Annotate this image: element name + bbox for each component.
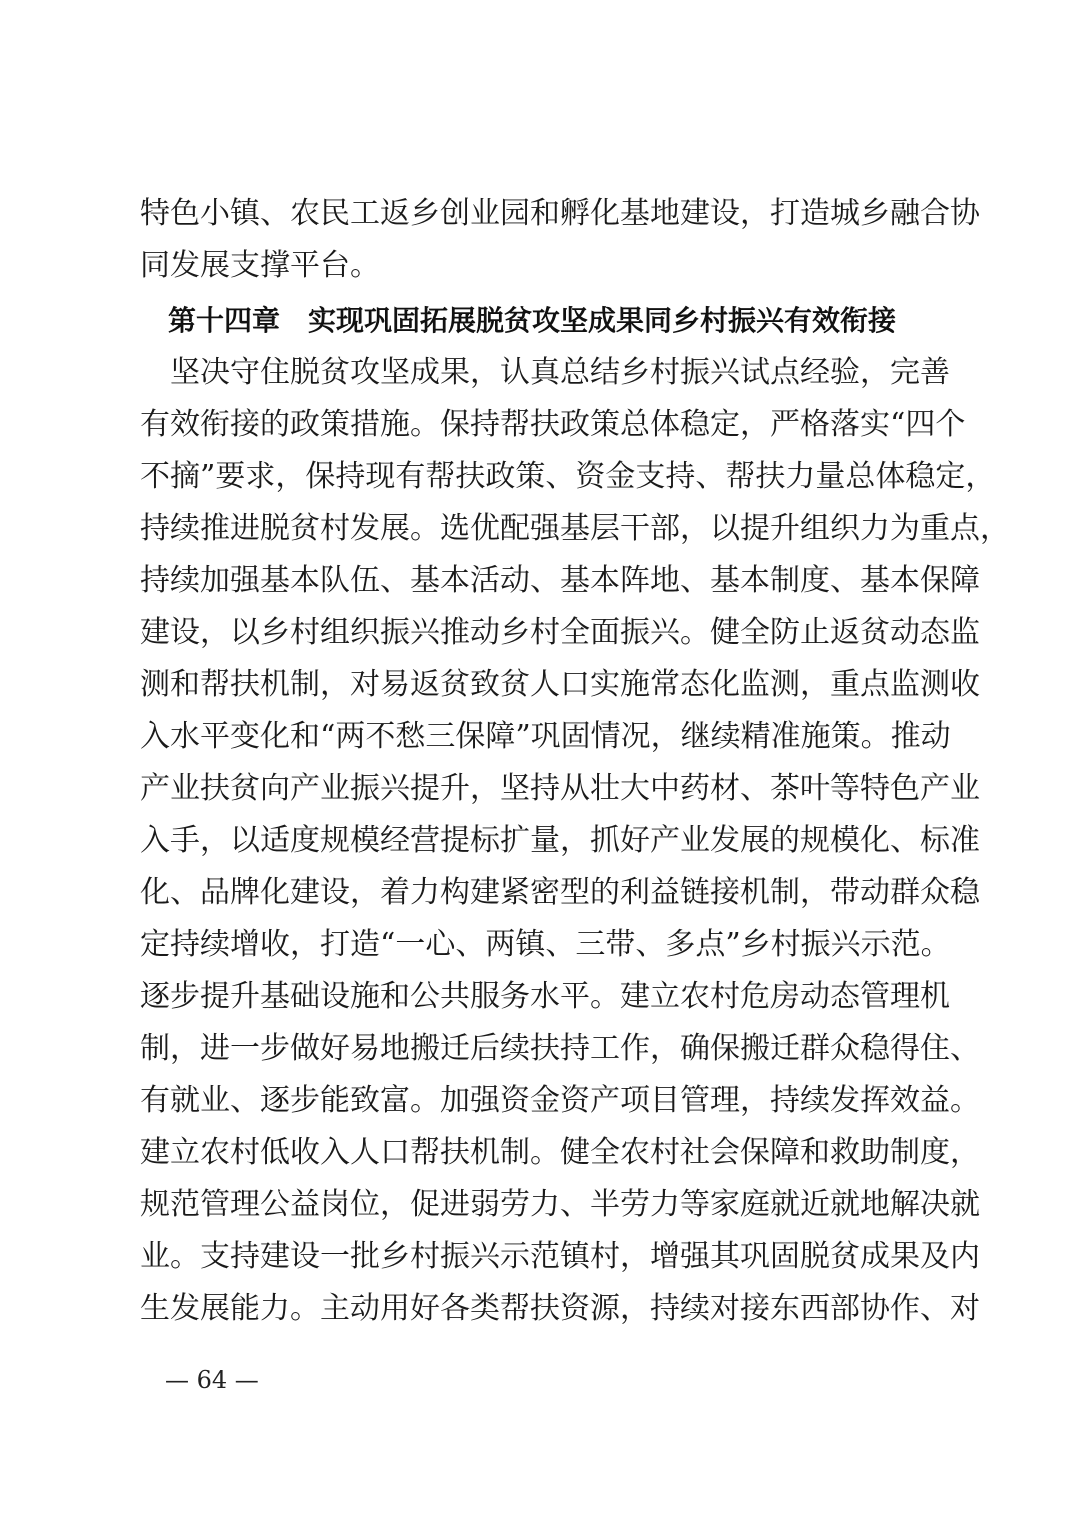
paragraph-line: 建立农村低收入人口帮扶机制。健全农村社会保障和救助制度， — [140, 1135, 980, 1170]
chapter-title: 实现巩固拓展脱贫攻坚成果同乡村振兴有效衔接 — [308, 304, 897, 337]
paragraph-line: 产业扶贫向产业振兴提升，坚持从壮大中药材、茶叶等特色产业 — [140, 771, 980, 806]
page-number: — 64 — — [165, 1366, 259, 1394]
paragraph-line: 规范管理公益岗位，促进弱劳力、半劳力等家庭就近就地解决就 — [140, 1187, 980, 1222]
chapter-number: 第十四章 — [168, 304, 281, 337]
paragraph-line: 坚决守住脱贫攻坚成果，认真总结乡村振兴试点经验，完善 — [140, 355, 950, 390]
paragraph-line: 化、品牌化建设，着力构建紧密型的利益链接机制，带动群众稳 — [140, 875, 980, 910]
paragraph-line: 不摘”要求，保持现有帮扶政策、资金支持、帮扶力量总体稳定， — [140, 459, 996, 494]
paragraph-line: 有效衔接的政策措施。保持帮扶政策总体稳定，严格落实“四个 — [140, 407, 966, 442]
paragraph-line: 定持续增收，打造“一心、两镇、三带、多点”乡村振兴示范。 — [140, 927, 951, 962]
paragraph-line: 有就业、逐步能致富。加强资金资产项目管理，持续发挥效益。 — [140, 1083, 980, 1118]
paragraph-line: 持续加强基本队伍、基本活动、基本阵地、基本制度、基本保障 — [140, 563, 980, 598]
paragraph-line: 生发展能力。主动用好各类帮扶资源，持续对接东西部协作、对 — [140, 1291, 980, 1326]
paragraph-line: 制，进一步做好易地搬迁后续扶持工作，确保搬迁群众稳得住、 — [140, 1031, 980, 1066]
paragraph-line: 逐步提升基础设施和公共服务水平。建立农村危房动态管理机 — [140, 979, 950, 1014]
paragraph-line: 入水平变化和“两不愁三保障”巩固情况，继续精准施策。推动 — [140, 719, 951, 754]
paragraph-line: 入手，以适度规模经营提标扩量，抓好产业发展的规模化、标准 — [140, 823, 980, 858]
text-line: 同发展支撑平台。 — [140, 248, 380, 283]
paragraph-line: 建设，以乡村组织振兴推动乡村全面振兴。健全防止返贫动态监 — [140, 615, 980, 650]
paragraph-line: 持续推进脱贫村发展。选优配强基层干部，以提升组织力为重点， — [140, 511, 1010, 546]
text-line: 特色小镇、农民工返乡创业园和孵化基地建设，打造城乡融合协 — [140, 196, 980, 231]
paragraph-line: 业。支持建设一批乡村振兴示范镇村，增强其巩固脱贫成果及内 — [140, 1239, 980, 1274]
paragraph-line: 测和帮扶机制，对易返贫致贫人口实施常态化监测，重点监测收 — [140, 667, 980, 702]
chapter-heading — [168, 301, 920, 341]
